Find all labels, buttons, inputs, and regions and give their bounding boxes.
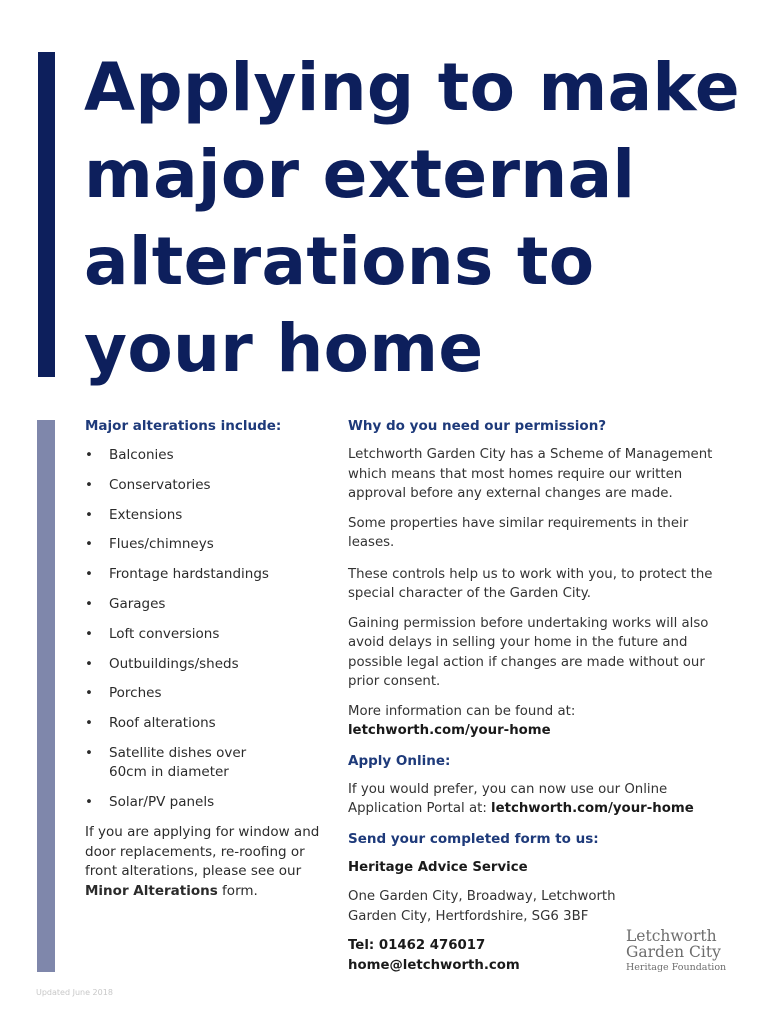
- alterations-list: [85, 446, 325, 813]
- apply-online-heading: Apply Online:: [348, 752, 451, 769]
- title-line-2: major external: [84, 136, 636, 213]
- more-info-paragraph: More information can be found at: letchworth.com/your-home: [348, 703, 576, 738]
- permission-column: [348, 416, 738, 975]
- postal-address: One Garden City, Broadway, Letchworth Garden City, Hertfordshire, SG6 3BF: [348, 889, 616, 924]
- email-link[interactable]: home@letchworth.com: [348, 957, 520, 973]
- telephone: Tel: 01462 476017: [348, 938, 486, 953]
- delays-paragraph: Gaining permission before undertaking works will also avoid delays in selling your home in the future and possible legal action if changes are made without our prior consent.: [348, 615, 709, 689]
- alterations-column: [85, 416, 325, 901]
- service-name: Heritage Advice Service: [348, 859, 528, 875]
- bullet: •: [85, 744, 93, 761]
- list-item: • Garages: [85, 595, 325, 615]
- bullet: •: [85, 595, 93, 612]
- minor-alterations-note: If you are applying for window and door replacements, re-roofing or front alterations, please see our Minor Alterations form.: [85, 824, 320, 899]
- leases-paragraph: Some properties have similar requirements in their leases.: [348, 515, 689, 550]
- letchworth-logo: Letchworth Garden City Heritage Foundation: [626, 927, 727, 973]
- portal-paragraph: If you would prefer, you can now use our Online Application Portal at: letchworth.com/your-home: [348, 781, 694, 816]
- bullet: •: [85, 566, 93, 583]
- bullet: •: [85, 506, 93, 523]
- controls-paragraph: These controls help us to work with you, to protect the special character of the Garden City.: [348, 566, 713, 601]
- title-line-4: your home: [84, 310, 484, 387]
- minor-alterations-form-ref: Minor Alterations: [85, 882, 218, 899]
- list-item: • Conservatories: [85, 476, 325, 496]
- list-item: • Satellite dishes over 60cm in diameter: [85, 744, 247, 781]
- bullet: •: [85, 794, 93, 811]
- list-item: • Porches: [85, 684, 325, 704]
- bullet: •: [85, 447, 93, 463]
- title-accent-bar: [38, 52, 55, 377]
- list-item: • Roof alterations: [85, 714, 325, 734]
- send-form-heading: Send your completed form to us:: [348, 830, 599, 847]
- page-title: [84, 44, 764, 392]
- alterations-heading: Major alterations include:: [85, 418, 282, 434]
- bullet: •: [85, 715, 93, 732]
- updated-date: Updated June 2018: [36, 988, 113, 997]
- portal-link[interactable]: letchworth.com/your-home: [491, 801, 694, 816]
- bullet: •: [85, 655, 93, 672]
- list-item: • Frontage hardstandings: [85, 565, 325, 585]
- column-accent-bar: [37, 420, 55, 972]
- list-item: • Solar/PV panels: [85, 793, 325, 813]
- list-item: • Loft conversions: [85, 625, 325, 645]
- title-line-1: Applying to make: [84, 49, 740, 126]
- list-item: • Flues/chimneys: [85, 535, 325, 555]
- list-item: • Balconies: [85, 446, 325, 466]
- scheme-paragraph: Letchworth Garden City has a Scheme of Management which means that most homes require our written approval before any external changes are made.: [348, 447, 713, 501]
- website-link[interactable]: letchworth.com/your-home: [348, 723, 551, 738]
- bullet: •: [85, 476, 93, 493]
- bullet: •: [85, 536, 93, 553]
- list-item: • Outbuildings/sheds: [85, 655, 325, 675]
- title-line-3: alterations to: [84, 223, 595, 300]
- bullet: •: [85, 625, 93, 642]
- why-heading: Why do you need our permission?: [348, 418, 607, 434]
- bullet: •: [85, 685, 93, 702]
- list-item: • Extensions: [85, 506, 325, 526]
